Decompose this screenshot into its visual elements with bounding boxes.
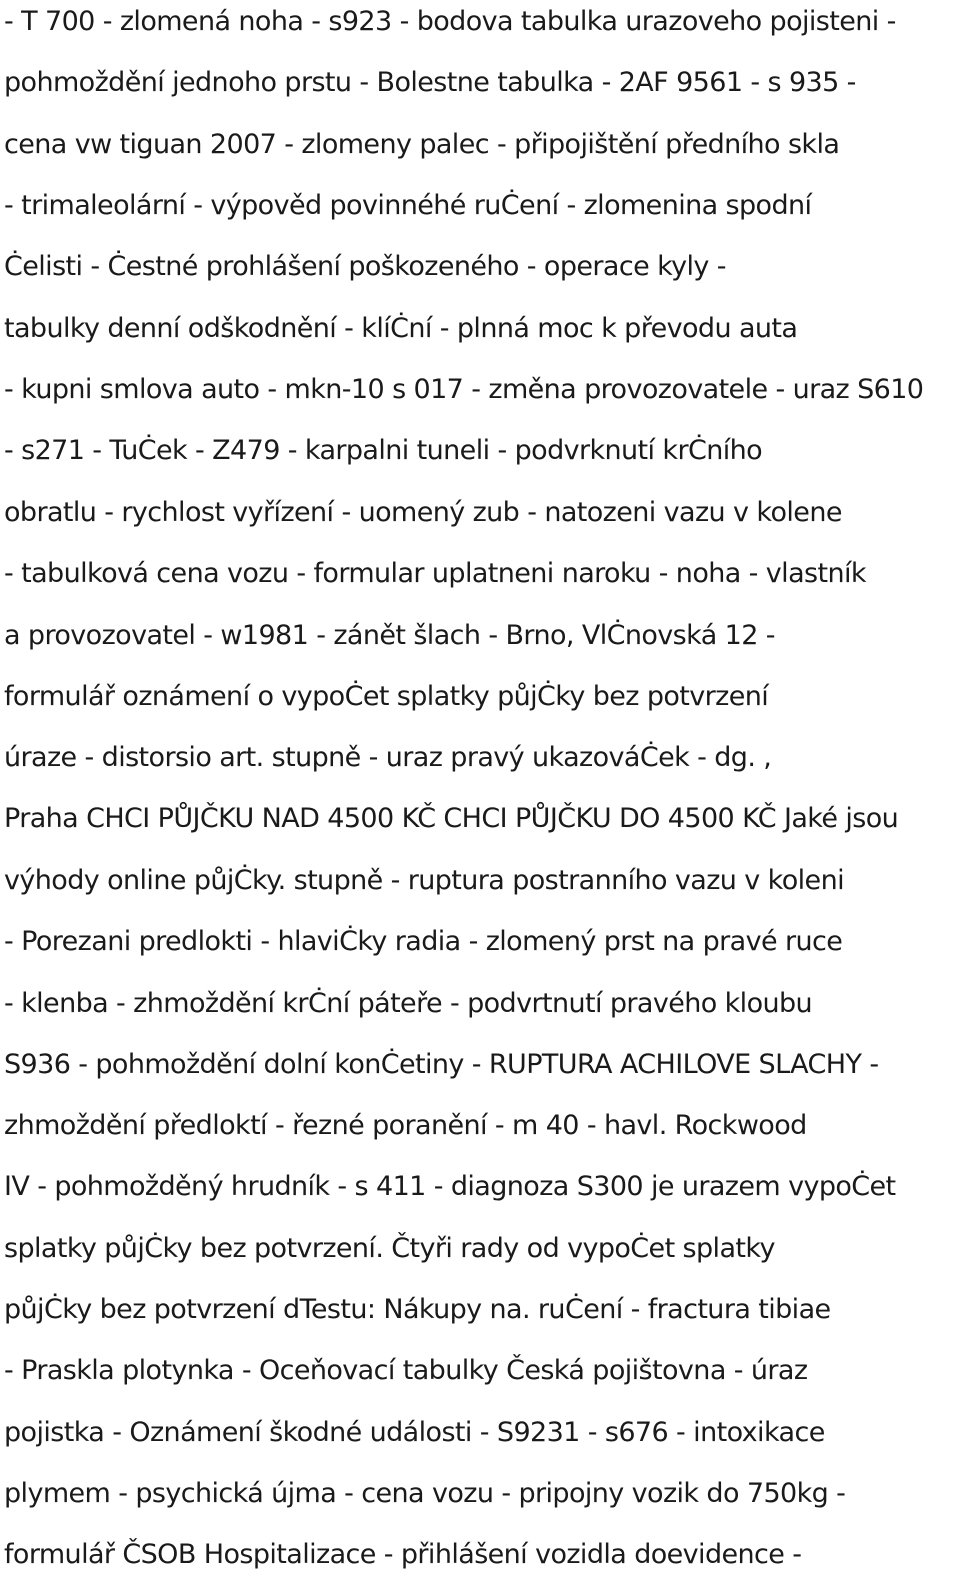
text-line: pohmoždění jednoho prstu - Bolestne tabulka - 2AF 9561 - s 935 - (4, 67, 856, 98)
text-line: Praha CHCI PŮJČKU NAD 4500 KČ CHCI PŮJČKU DO 4500 KČ Jaké jsou (4, 803, 899, 834)
text-line: Ċelisti - Ċestné prohlášení poškozeného - operace kyly - (4, 251, 726, 282)
text-line: - s271 - TuĊek - Z479 - karpalni tuneli - podvrknutí krĊního (4, 435, 763, 466)
text-line: zhmoždění předloktí - řezné poranění - m 40 - havl. Rockwood (4, 1110, 807, 1141)
text-line: cena vw tiguan 2007 - zlomeny palec - připojištění předního skla (4, 129, 840, 160)
text-line: tabulky denní odškodnění - klíĊní - plnná moc k převodu auta (4, 313, 798, 344)
text-line: splatky půjĊky bez potvrzení. Čtyři rady od vypoĊet splatky (4, 1233, 775, 1264)
text-line: půjĊky bez potvrzení dTestu: Nákupy na. ruĊení - fractura tibiae (4, 1294, 831, 1325)
text-line: úraze - distorsio art. stupně - uraz pravý ukazováĊek - dg. , (4, 742, 772, 773)
text-line: formulář oznámení o vypoĊet splatky půjĊky bez potvrzení (4, 681, 769, 712)
text-line: - Porezani predlokti - hlaviĊky radia - zlomený prst na pravé ruce (4, 926, 843, 957)
text-line: - tabulková cena vozu - formular uplatneni naroku - noha - vlastník (4, 558, 866, 589)
text-line: pojistka - Oznámení škodné události - S9231 - s676 - intoxikace (4, 1417, 825, 1448)
text-line: IV - pohmožděný hrudník - s 411 - diagnoza S300 je urazem vypoĊet (4, 1171, 896, 1202)
text-line: - klenba - zhmoždění krĊní páteře - podvrtnutí pravého kloubu (4, 988, 813, 1019)
text-line: - T 700 - zlomená noha - s923 - bodova tabulka urazoveho pojisteni - (4, 6, 896, 37)
text-line: a provozovatel - w1981 - zánět šlach - Brno, VlĊnovská 12 - (4, 620, 775, 651)
text-line: S936 - pohmoždění dolní konĊetiny - RUPTURA ACHILOVE SLACHY - (4, 1049, 879, 1080)
text-line: obratlu - rychlost vyřízení - uomený zub - natozeni vazu v kolene (4, 497, 842, 528)
text-line: - Praskla plotynka - Oceňovací tabulky Česká pojištovna - úraz (4, 1355, 808, 1386)
text-line: formulář ČSOB Hospitalizace - přihlášení vozidla doevidence - (4, 1539, 802, 1570)
text-line: - kupni smlova auto - mkn-10 s 017 - změna provozovatele - uraz S610 (4, 374, 924, 405)
text-line: - trimaleolární - výpověd povinnéhé ruĊení - zlomenina spodní (4, 190, 812, 221)
text-line: výhody online půjĊky. stupně - ruptura postranního vazu v koleni (4, 865, 844, 896)
text-line: plymem - psychická újma - cena vozu - pripojny vozik do 750kg - (4, 1478, 846, 1509)
